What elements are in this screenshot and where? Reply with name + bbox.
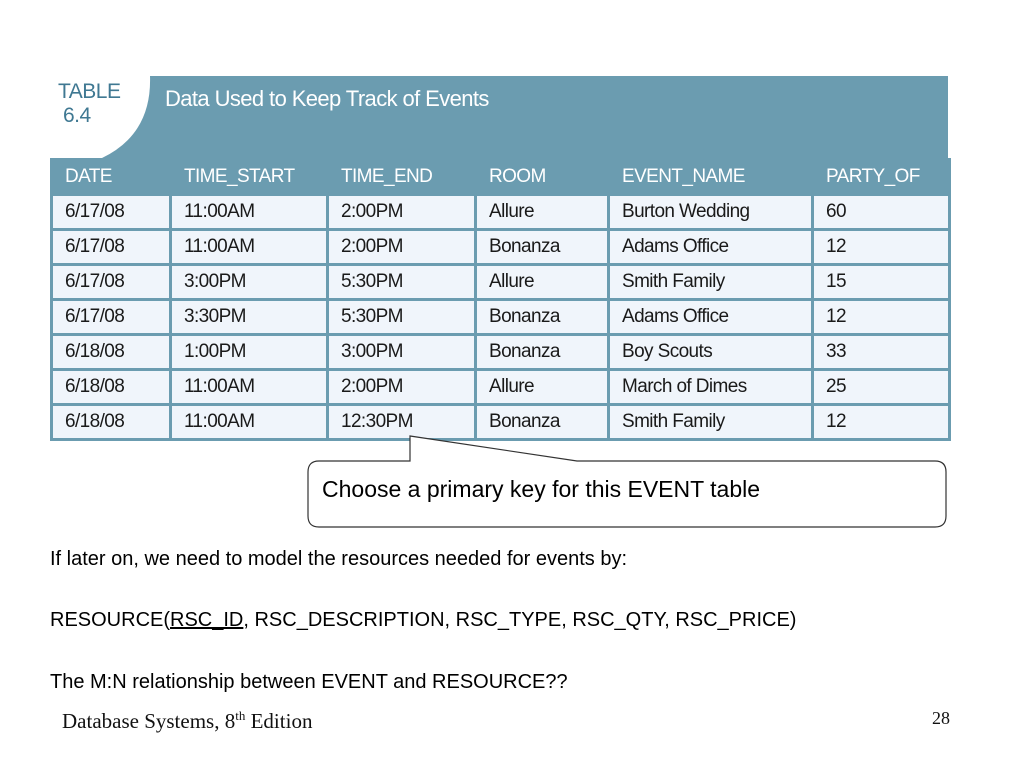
table-cell: 11:00AM xyxy=(171,370,328,405)
table-cell: 12 xyxy=(813,300,950,335)
table-cell: 15 xyxy=(813,265,950,300)
table-cell: Smith Family xyxy=(609,265,813,300)
table-cell: 12:30PM xyxy=(328,405,476,440)
resource-schema-line xyxy=(50,609,796,632)
table-cell: Bonanza xyxy=(476,230,609,265)
table-cell: 6/18/08 xyxy=(52,335,171,370)
table-cell: 5:30PM xyxy=(328,265,476,300)
table-cell: 33 xyxy=(813,335,950,370)
table-cell: 5:30PM xyxy=(328,300,476,335)
table-cell: 6/17/08 xyxy=(52,300,171,335)
table-cell: Allure xyxy=(476,265,609,300)
table-cell: 2:00PM xyxy=(328,370,476,405)
footer-course-title xyxy=(62,708,312,734)
table-cell: 11:00AM xyxy=(171,195,328,230)
table-cell: 3:30PM xyxy=(171,300,328,335)
table-cell: Boy Scouts xyxy=(609,335,813,370)
table-header-row xyxy=(52,160,950,195)
table-cell: Smith Family xyxy=(609,405,813,440)
table-row xyxy=(52,195,950,230)
table-cell: Bonanza xyxy=(476,300,609,335)
table-cell: 12 xyxy=(813,405,950,440)
table-cell: 6/17/08 xyxy=(52,230,171,265)
table-cell: Allure xyxy=(476,370,609,405)
table-cell: 3:00PM xyxy=(171,265,328,300)
table-cell: Adams Office xyxy=(609,230,813,265)
table-label-number: 6.4 xyxy=(63,104,91,127)
table-cell: 6/18/08 xyxy=(52,370,171,405)
body-text-line-1: If later on, we need to model the resources needed for events by: xyxy=(50,548,628,570)
page-number: 28 xyxy=(932,708,950,728)
table-cell: Adams Office xyxy=(609,300,813,335)
table-cell: Allure xyxy=(476,195,609,230)
table-cell: March of Dimes xyxy=(609,370,813,405)
table-row xyxy=(52,230,950,265)
table-cell: 11:00AM xyxy=(171,230,328,265)
callout-text: Choose a primary key for this EVENT table xyxy=(322,476,761,502)
table-title: Data Used to Keep Track of Events xyxy=(165,86,489,111)
table-row xyxy=(52,300,950,335)
table-cell: 3:00PM xyxy=(328,335,476,370)
footer-superscript: th xyxy=(235,708,246,723)
table-row xyxy=(52,265,950,300)
table-body xyxy=(52,195,950,440)
table-cell: Burton Wedding xyxy=(609,195,813,230)
table-cell: 60 xyxy=(813,195,950,230)
column-header: TIME_END xyxy=(328,160,476,195)
table-cell: 2:00PM xyxy=(328,195,476,230)
column-header: DATE xyxy=(52,160,171,195)
table-cell: 6/17/08 xyxy=(52,195,171,230)
table-row xyxy=(52,405,950,440)
resource-prefix: RESOURCE( xyxy=(50,609,171,631)
events-table xyxy=(50,158,951,441)
column-header: ROOM xyxy=(476,160,609,195)
table-cell: 2:00PM xyxy=(328,230,476,265)
table-cell: 12 xyxy=(813,230,950,265)
table-cell: 6/18/08 xyxy=(52,405,171,440)
column-header: PARTY_OF xyxy=(813,160,950,195)
resource-attributes: , RSC_DESCRIPTION, RSC_TYPE, RSC_QTY, RSC_PRICE) xyxy=(243,609,797,631)
table-row xyxy=(52,370,950,405)
footer-title-prefix: Database Systems, 8 xyxy=(62,709,236,733)
table-cell: Bonanza xyxy=(476,405,609,440)
table-cell: 25 xyxy=(813,370,950,405)
column-header: TIME_START xyxy=(171,160,328,195)
body-text-line-3: The M:N relationship between EVENT and RESOURCE?? xyxy=(50,671,568,693)
column-header: EVENT_NAME xyxy=(609,160,813,195)
table-label-word: TABLE xyxy=(58,80,121,103)
footer-title-suffix: Edition xyxy=(245,709,313,733)
table-row xyxy=(52,335,950,370)
resource-primary-key: RSC_ID xyxy=(170,609,244,631)
table-cell: 6/17/08 xyxy=(52,265,171,300)
table-number-label xyxy=(58,80,120,128)
table-cell: Bonanza xyxy=(476,335,609,370)
table-cell: 11:00AM xyxy=(171,405,328,440)
table-figure xyxy=(50,76,948,432)
table-cell: 1:00PM xyxy=(171,335,328,370)
